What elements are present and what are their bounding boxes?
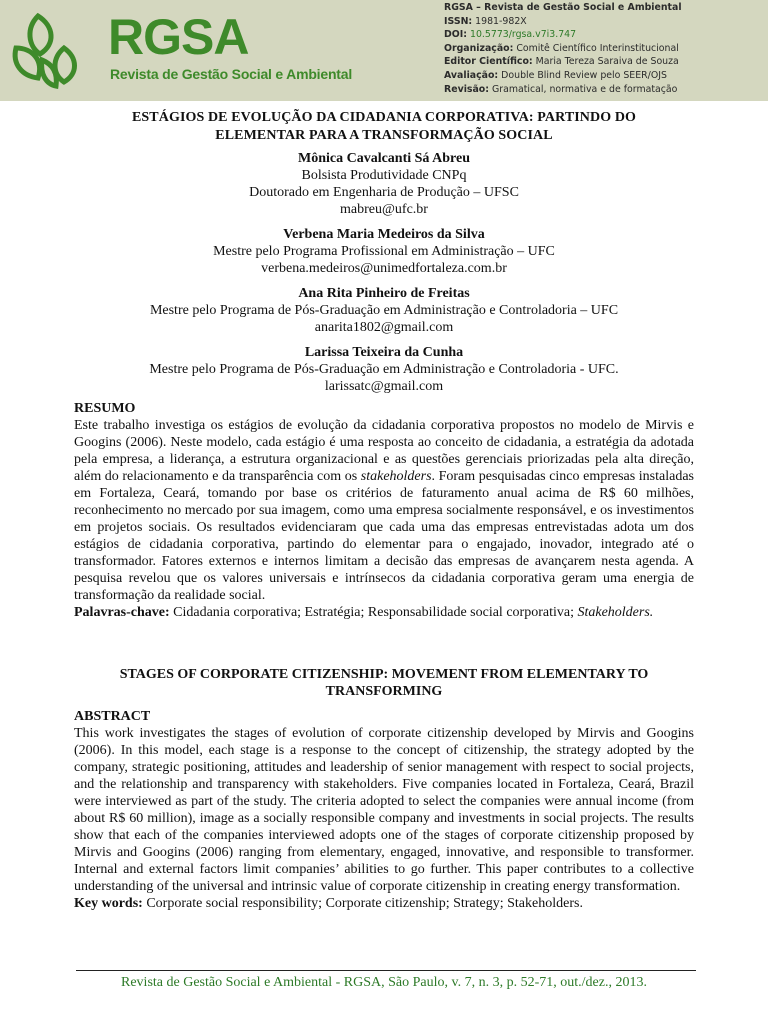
abstract-heading: ABSTRACT — [74, 709, 151, 724]
author-email[interactable]: larissatc@gmail.com — [324, 379, 444, 394]
key-words-value: Corporate social responsibility; Corporate citizenship; Strategy; Stakeholders. — [146, 896, 583, 911]
meta-revisao-value: Gramatical, normativa e de formatação — [491, 83, 678, 95]
meta-row-issn — [444, 15, 682, 29]
resumo-text-part-1: Este trabalho investiga os estágios de evolução da cidadania corporativa propostos no modelo de Mirvis e Googins (2006). Neste modelo, cada estágio é uma resposta ao conceito de cidadania, a estratégia da adotada pela empresa, a liderança, a estrutura organizacional e as questões gerenciais priorizadas pela alta direção, além do relacionamento e da transparência com os — [74, 418, 694, 484]
resumo-keywords — [74, 604, 694, 621]
author-email[interactable]: verbena.medeiros@unimedfortaleza.com.br — [261, 261, 507, 276]
meta-editor-label: Editor Científico: — [444, 56, 533, 68]
journal-metadata — [444, 1, 682, 96]
meta-row-avaliacao — [444, 69, 682, 83]
author-block — [60, 150, 708, 218]
meta-row-doi — [444, 28, 682, 42]
meta-row-editor — [444, 55, 682, 69]
abstract-body: This work investigates the stages of evolution of corporate citizenship developed by Mirvis and Googins (2006). In this model, each stage is a response to the concept of citizenship, the strategy adopted by the company, strategic positioning, attitudes and leadership of senior management with respect to social projects, and the relationship and transparency with stakeholders. Five companies located in Fortaleza, Ceará, Brazil were interviewed as part of the study. The criteria adopted to select the companies were annual income (from about R$ 60 million), image as a socially responsible company and investments in social projects. The results show that each of the companies interviewed adopts one of the stages of corporate citizenship proposed by Mirvis and Googins (2006) ranging from elementary, engaged, innovative, and responsible to transformer. Internal and external factors limit companies’ abilities to go further. This paper contributes to a collective understanding of the universal and intrinsic value of corporate citizenship in creating energy transformation. — [74, 726, 694, 894]
author-block — [60, 226, 708, 277]
english-title: STAGES OF CORPORATE CITIZENSHIP: MOVEMENT FROM ELEMENTARY TO TRANSFORMING — [119, 667, 649, 699]
author-affiliation: Mestre pelo Programa Profissional em Administração – UFC — [213, 244, 555, 259]
abstract-keywords — [74, 895, 694, 912]
journal-citation-footer: Revista de Gestão Social e Ambiental - RGSA, São Paulo, v. 7, n. 3, p. 52-71, out./dez., 2013. — [121, 975, 647, 990]
resumo-italic-term: stakeholders — [360, 469, 432, 484]
meta-issn-value: 1981-982X — [475, 15, 527, 27]
journal-header-banner — [0, 0, 768, 101]
author-name: Verbena Maria Medeiros da Silva — [283, 227, 485, 242]
meta-doi-label: DOI: — [444, 29, 467, 41]
author-affiliation: Mestre pelo Programa de Pós-Graduação em Administração e Controladoria - UFC. — [149, 362, 619, 377]
doi-link[interactable]: 10.5773/rgsa.v7i3.747 — [469, 29, 577, 41]
author-name: Mônica Cavalcanti Sá Abreu — [297, 151, 471, 166]
author-list — [60, 150, 708, 403]
meta-revisao-label: Revisão: — [444, 83, 489, 95]
resumo-heading: RESUMO — [74, 401, 136, 416]
meta-avaliacao-value: Double Blind Review pelo SEER/OJS — [501, 69, 667, 81]
meta-organizacao-value: Comitê Científico Interinstitucional — [516, 42, 679, 54]
palavras-chave-value: Cidadania corporativa; Estratégia; Responsabilidade social corporativa; — [173, 605, 574, 620]
author-affiliation: Doutorado em Engenharia de Produção – UFSC — [249, 185, 519, 200]
key-words-label: Key words: — [74, 896, 143, 911]
meta-row-revisao — [444, 83, 682, 97]
meta-row-journal — [444, 1, 682, 15]
author-block — [60, 285, 708, 336]
author-email[interactable]: mabreu@ufc.br — [340, 202, 428, 217]
journal-brand: RGSA — [108, 9, 249, 65]
author-name: Larissa Teixeira da Cunha — [304, 345, 464, 360]
journal-brand-subtitle: Revista de Gestão Social e Ambiental — [110, 66, 353, 82]
meta-row-organizacao — [444, 42, 682, 56]
abstract-section — [74, 708, 694, 912]
meta-editor-value: Maria Tereza Saraiva de Souza — [535, 56, 679, 68]
palavras-chave-label: Palavras-chave: — [74, 605, 170, 620]
resumo-text-part-2: . Foram pesquisadas cinco empresas instaladas em Fortaleza, Ceará, tomando por base os critérios de faturamento anual acima de R$ 60 milhões, reconhecimento no mercado por sua imagem, como uma empresa socialmente responsável, e os investimentos em projetos sociais. Os resultados evidenciaram que cada uma das empresas entrevistadas adota um dos estágios de cidadania corporativa, partindo do elementar para o engajado, inovador, integrado até o transformador. Fatores externos e internos limitam a decisão das empresas de avançarem nesta agenda. A pesquisa revelou que os valores universais e intrínsecos da cidadania corporativa geram uma energia de transformação da realidade social. — [74, 469, 694, 603]
meta-issn-label: ISSN: — [444, 15, 473, 27]
footer-divider — [76, 970, 696, 971]
meta-journal-name: RGSA – Revista de Gestão Social e Ambiental — [444, 2, 682, 13]
palavras-chave-italic: Stakeholders. — [577, 605, 654, 620]
author-name: Ana Rita Pinheiro de Freitas — [298, 286, 470, 301]
resumo-body — [74, 417, 694, 604]
meta-avaliacao-label: Avaliação: — [444, 69, 499, 81]
author-affiliation: Mestre pelo Programa de Pós-Graduação em Administração e Controladoria – UFC — [149, 303, 619, 318]
author-block — [60, 344, 708, 395]
resumo-section — [74, 400, 694, 621]
paper-title: ESTÁGIOS DE EVOLUÇÃO DA CIDADANIA CORPORATIVA: PARTINDO DO ELEMENTAR PARA A TRANSFORMAÇÃO SOCIAL — [131, 110, 637, 143]
author-affiliation: Bolsista Produtividade CNPq — [301, 168, 467, 183]
author-email[interactable]: anarita1802@gmail.com — [314, 320, 454, 335]
leaf-logo-icon — [6, 8, 104, 94]
meta-organizacao-label: Organização: — [444, 42, 514, 54]
